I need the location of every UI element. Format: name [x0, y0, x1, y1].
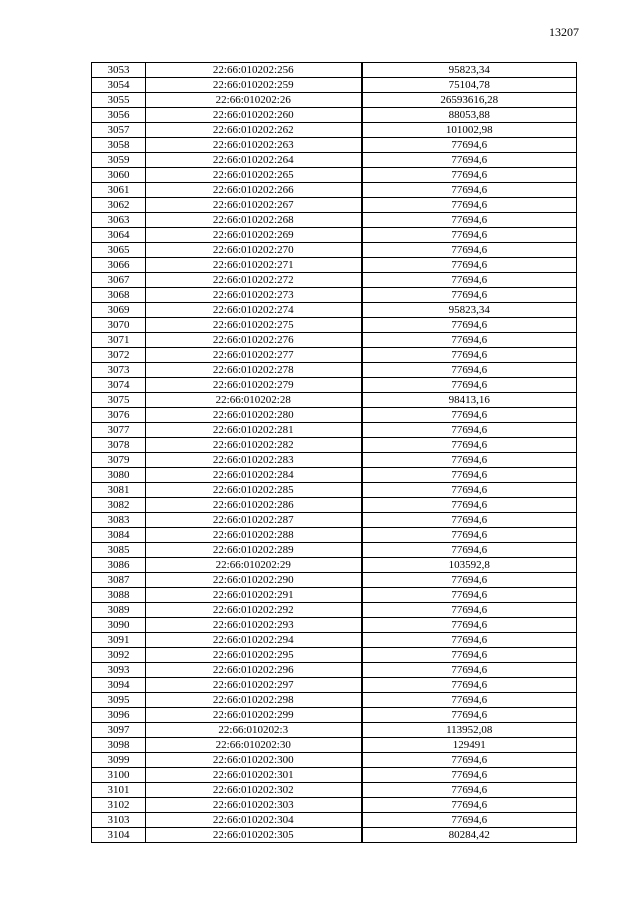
table-row	[92, 543, 577, 558]
row-number-cell: 3100	[92, 768, 146, 783]
table-row	[92, 348, 577, 363]
table-row	[92, 513, 577, 528]
cadastral-number-cell: 22:66:010202:278	[146, 363, 362, 378]
table-row	[92, 468, 577, 483]
row-number-cell: 3059	[92, 153, 146, 168]
row-number-cell: 3098	[92, 738, 146, 753]
row-number-cell: 3064	[92, 228, 146, 243]
cadastral-value-cell: 77694,6	[362, 138, 577, 153]
cadastral-value-cell: 77694,6	[362, 453, 577, 468]
row-number-cell: 3079	[92, 453, 146, 468]
cadastral-value-cell: 88053,88	[362, 108, 577, 123]
table-row	[92, 108, 577, 123]
row-number-cell: 3060	[92, 168, 146, 183]
cadastral-number-cell: 22:66:010202:305	[146, 828, 362, 843]
table-row	[92, 183, 577, 198]
cadastral-number-cell: 22:66:010202:299	[146, 708, 362, 723]
cadastral-number-cell: 22:66:010202:303	[146, 798, 362, 813]
cadastral-value-cell: 129491	[362, 738, 577, 753]
row-number-cell: 3083	[92, 513, 146, 528]
table-row	[92, 603, 577, 618]
row-number-cell: 3075	[92, 393, 146, 408]
cadastral-value-cell: 77694,6	[362, 258, 577, 273]
table-row	[92, 708, 577, 723]
table-row	[92, 363, 577, 378]
cadastral-number-cell: 22:66:010202:279	[146, 378, 362, 393]
row-number-cell: 3087	[92, 573, 146, 588]
table-row	[92, 633, 577, 648]
cadastral-value-cell: 77694,6	[362, 153, 577, 168]
cadastral-value-cell: 95823,34	[362, 63, 577, 78]
cadastral-number-cell: 22:66:010202:277	[146, 348, 362, 363]
cadastral-value-cell: 75104,78	[362, 78, 577, 93]
cadastral-value-cell: 77694,6	[362, 678, 577, 693]
row-number-cell: 3055	[92, 93, 146, 108]
cadastral-value-cell: 77694,6	[362, 588, 577, 603]
row-number-cell: 3091	[92, 633, 146, 648]
cadastral-value-cell: 113952,08	[362, 723, 577, 738]
cadastral-number-cell: 22:66:010202:304	[146, 813, 362, 828]
row-number-cell: 3085	[92, 543, 146, 558]
row-number-cell: 3057	[92, 123, 146, 138]
cadastral-number-cell: 22:66:010202:263	[146, 138, 362, 153]
row-number-cell: 3068	[92, 288, 146, 303]
cadastral-number-cell: 22:66:010202:26	[146, 93, 362, 108]
row-number-cell: 3099	[92, 753, 146, 768]
cadastral-value-cell: 77694,6	[362, 288, 577, 303]
cadastral-value-cell: 77694,6	[362, 318, 577, 333]
cadastral-number-cell: 22:66:010202:259	[146, 78, 362, 93]
cadastral-number-cell: 22:66:010202:289	[146, 543, 362, 558]
table-row	[92, 123, 577, 138]
cadastral-value-cell: 77694,6	[362, 228, 577, 243]
table-row	[92, 753, 577, 768]
row-number-cell: 3069	[92, 303, 146, 318]
row-number-cell: 3073	[92, 363, 146, 378]
cadastral-value-cell: 77694,6	[362, 783, 577, 798]
cadastral-number-cell: 22:66:010202:284	[146, 468, 362, 483]
cadastral-number-cell: 22:66:010202:294	[146, 633, 362, 648]
cadastral-value-cell: 77694,6	[362, 573, 577, 588]
row-number-cell: 3063	[92, 213, 146, 228]
row-number-cell: 3080	[92, 468, 146, 483]
cadastral-number-cell: 22:66:010202:264	[146, 153, 362, 168]
table-row	[92, 408, 577, 423]
cadastral-number-cell: 22:66:010202:274	[146, 303, 362, 318]
table-row	[92, 678, 577, 693]
row-number-cell: 3061	[92, 183, 146, 198]
cadastral-number-cell: 22:66:010202:286	[146, 498, 362, 513]
table-row	[92, 153, 577, 168]
row-number-cell: 3067	[92, 273, 146, 288]
cadastral-value-cell: 77694,6	[362, 663, 577, 678]
row-number-cell: 3096	[92, 708, 146, 723]
cadastral-number-cell: 22:66:010202:292	[146, 603, 362, 618]
row-number-cell: 3103	[92, 813, 146, 828]
cadastral-value-cell: 77694,6	[362, 693, 577, 708]
cadastral-number-cell: 22:66:010202:266	[146, 183, 362, 198]
table-row	[92, 828, 577, 843]
row-number-cell: 3102	[92, 798, 146, 813]
row-number-cell: 3094	[92, 678, 146, 693]
cadastral-value-cell: 77694,6	[362, 513, 577, 528]
cadastral-number-cell: 22:66:010202:297	[146, 678, 362, 693]
cadastral-value-cell: 77694,6	[362, 213, 577, 228]
cadastral-number-cell: 22:66:010202:267	[146, 198, 362, 213]
cadastral-number-cell: 22:66:010202:270	[146, 243, 362, 258]
table-row	[92, 723, 577, 738]
cadastral-number-cell: 22:66:010202:285	[146, 483, 362, 498]
table-row	[92, 288, 577, 303]
cadastral-value-cell: 77694,6	[362, 468, 577, 483]
cadastral-value-cell: 77694,6	[362, 708, 577, 723]
cadastral-number-cell: 22:66:010202:290	[146, 573, 362, 588]
table-row	[92, 273, 577, 288]
table-row	[92, 318, 577, 333]
cadastral-value-cell: 98413,16	[362, 393, 577, 408]
cadastral-number-cell: 22:66:010202:298	[146, 693, 362, 708]
table-row	[92, 783, 577, 798]
cadastral-value-cell: 77694,6	[362, 333, 577, 348]
table-row	[92, 258, 577, 273]
cadastral-number-cell: 22:66:010202:3	[146, 723, 362, 738]
cadastral-number-cell: 22:66:010202:276	[146, 333, 362, 348]
cadastral-value-cell: 77694,6	[362, 348, 577, 363]
table-row	[92, 438, 577, 453]
cadastral-value-cell: 77694,6	[362, 648, 577, 663]
table-row	[92, 423, 577, 438]
table-row	[92, 453, 577, 468]
cadastral-value-cell: 77694,6	[362, 483, 577, 498]
table-row	[92, 813, 577, 828]
cadastral-number-cell: 22:66:010202:287	[146, 513, 362, 528]
cadastral-number-cell: 22:66:010202:296	[146, 663, 362, 678]
row-number-cell: 3058	[92, 138, 146, 153]
row-number-cell: 3104	[92, 828, 146, 843]
table-row	[92, 213, 577, 228]
table-row	[92, 93, 577, 108]
cadastral-value-cell: 77694,6	[362, 378, 577, 393]
cadastral-value-cell: 77694,6	[362, 243, 577, 258]
cadastral-number-cell: 22:66:010202:282	[146, 438, 362, 453]
table-row	[92, 78, 577, 93]
table-row	[92, 228, 577, 243]
row-number-cell: 3076	[92, 408, 146, 423]
cadastral-value-cell: 77694,6	[362, 183, 577, 198]
cadastral-value-cell: 95823,34	[362, 303, 577, 318]
cadastral-value-table	[91, 62, 577, 843]
row-number-cell: 3070	[92, 318, 146, 333]
cadastral-number-cell: 22:66:010202:256	[146, 63, 362, 78]
cadastral-value-cell: 77694,6	[362, 363, 577, 378]
table-row	[92, 558, 577, 573]
row-number-cell: 3053	[92, 63, 146, 78]
row-number-cell: 3072	[92, 348, 146, 363]
cadastral-number-cell: 22:66:010202:30	[146, 738, 362, 753]
cadastral-number-cell: 22:66:010202:272	[146, 273, 362, 288]
cadastral-number-cell: 22:66:010202:301	[146, 768, 362, 783]
cadastral-number-cell: 22:66:010202:293	[146, 618, 362, 633]
row-number-cell: 3077	[92, 423, 146, 438]
row-number-cell: 3054	[92, 78, 146, 93]
cadastral-number-cell: 22:66:010202:28	[146, 393, 362, 408]
cadastral-number-cell: 22:66:010202:280	[146, 408, 362, 423]
row-number-cell: 3097	[92, 723, 146, 738]
cadastral-number-cell: 22:66:010202:260	[146, 108, 362, 123]
cadastral-value-cell: 26593616,28	[362, 93, 577, 108]
cadastral-number-cell: 22:66:010202:269	[146, 228, 362, 243]
row-number-cell: 3093	[92, 663, 146, 678]
cadastral-number-cell: 22:66:010202:283	[146, 453, 362, 468]
table-row	[92, 138, 577, 153]
row-number-cell: 3101	[92, 783, 146, 798]
row-number-cell: 3081	[92, 483, 146, 498]
cadastral-number-cell: 22:66:010202:271	[146, 258, 362, 273]
cadastral-value-cell: 77694,6	[362, 528, 577, 543]
cadastral-value-cell: 101002,98	[362, 123, 577, 138]
cadastral-number-cell: 22:66:010202:262	[146, 123, 362, 138]
cadastral-value-cell: 77694,6	[362, 633, 577, 648]
cadastral-value-cell: 77694,6	[362, 618, 577, 633]
row-number-cell: 3056	[92, 108, 146, 123]
table-row	[92, 483, 577, 498]
cadastral-number-cell: 22:66:010202:29	[146, 558, 362, 573]
cadastral-value-cell: 103592,8	[362, 558, 577, 573]
table-row	[92, 198, 577, 213]
row-number-cell: 3089	[92, 603, 146, 618]
cadastral-value-cell: 77694,6	[362, 423, 577, 438]
row-number-cell: 3074	[92, 378, 146, 393]
table-row	[92, 63, 577, 78]
cadastral-number-cell: 22:66:010202:268	[146, 213, 362, 228]
cadastral-value-cell: 77694,6	[362, 438, 577, 453]
table-row	[92, 378, 577, 393]
table-body	[92, 63, 577, 843]
row-number-cell: 3062	[92, 198, 146, 213]
cadastral-number-cell: 22:66:010202:281	[146, 423, 362, 438]
table-row	[92, 333, 577, 348]
table-row	[92, 528, 577, 543]
cadastral-number-cell: 22:66:010202:291	[146, 588, 362, 603]
row-number-cell: 3078	[92, 438, 146, 453]
table-row	[92, 573, 577, 588]
cadastral-value-cell: 77694,6	[362, 168, 577, 183]
cadastral-value-cell: 77694,6	[362, 273, 577, 288]
table-row	[92, 693, 577, 708]
table-row	[92, 618, 577, 633]
cadastral-number-cell: 22:66:010202:302	[146, 783, 362, 798]
row-number-cell: 3071	[92, 333, 146, 348]
cadastral-number-cell: 22:66:010202:265	[146, 168, 362, 183]
row-number-cell: 3086	[92, 558, 146, 573]
cadastral-value-cell: 77694,6	[362, 813, 577, 828]
row-number-cell: 3092	[92, 648, 146, 663]
row-number-cell: 3082	[92, 498, 146, 513]
cadastral-value-cell: 77694,6	[362, 753, 577, 768]
cadastral-number-cell: 22:66:010202:273	[146, 288, 362, 303]
row-number-cell: 3095	[92, 693, 146, 708]
row-number-cell: 3090	[92, 618, 146, 633]
page-number: 13207	[549, 25, 579, 39]
row-number-cell: 3066	[92, 258, 146, 273]
table-row	[92, 588, 577, 603]
table-row	[92, 648, 577, 663]
cadastral-value-cell: 77694,6	[362, 198, 577, 213]
row-number-cell: 3084	[92, 528, 146, 543]
table-row	[92, 768, 577, 783]
cadastral-number-cell: 22:66:010202:288	[146, 528, 362, 543]
cadastral-value-cell: 80284,42	[362, 828, 577, 843]
table-row	[92, 393, 577, 408]
cadastral-number-cell: 22:66:010202:295	[146, 648, 362, 663]
cadastral-value-cell: 77694,6	[362, 603, 577, 618]
table-row	[92, 168, 577, 183]
table-row	[92, 303, 577, 318]
row-number-cell: 3088	[92, 588, 146, 603]
cadastral-value-cell: 77694,6	[362, 498, 577, 513]
table-row	[92, 498, 577, 513]
row-number-cell: 3065	[92, 243, 146, 258]
cadastral-value-cell: 77694,6	[362, 543, 577, 558]
cadastral-value-cell: 77694,6	[362, 798, 577, 813]
table-row	[92, 663, 577, 678]
cadastral-value-cell: 77694,6	[362, 768, 577, 783]
table-row	[92, 798, 577, 813]
cadastral-number-cell: 22:66:010202:275	[146, 318, 362, 333]
cadastral-number-cell: 22:66:010202:300	[146, 753, 362, 768]
table-row	[92, 738, 577, 753]
cadastral-value-cell: 77694,6	[362, 408, 577, 423]
table-row	[92, 243, 577, 258]
